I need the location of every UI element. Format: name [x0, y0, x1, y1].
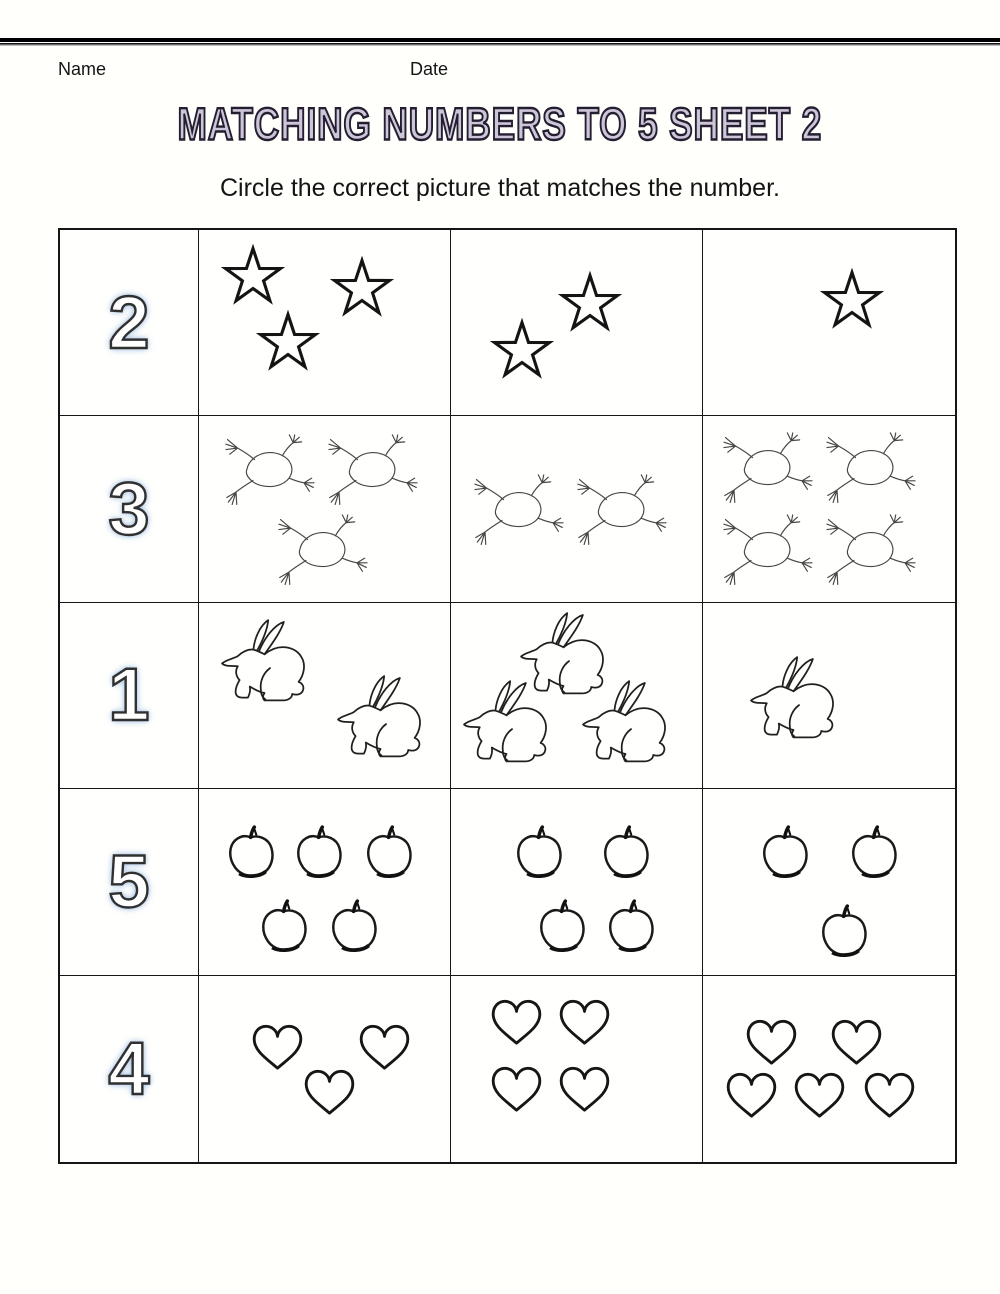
option-cell-row3-col3-1-rabbits[interactable]	[703, 603, 955, 789]
date-label: Date	[410, 59, 449, 79]
star-icon	[258, 311, 318, 371]
apple-icon	[758, 826, 813, 883]
title-wrap	[0, 98, 1000, 150]
option-cell-row4-col2-4-apples[interactable]	[451, 789, 703, 975]
option-cell-row3-col2-3-rabbits[interactable]	[451, 603, 703, 789]
option-cell-row4-col3-3-apples[interactable]	[703, 789, 955, 975]
option-cell-row2-col1-3-frogs[interactable]	[199, 416, 451, 602]
option-cell-row1-col2-2-stars[interactable]	[451, 230, 703, 416]
apple-icon	[292, 826, 347, 883]
option-cell-row5-col3-5-hearts[interactable]	[703, 976, 955, 1162]
number-cell-1	[60, 603, 199, 789]
number-label: 1	[108, 653, 150, 737]
rabbit-icon	[327, 671, 434, 768]
apple-icon	[512, 826, 567, 883]
number-label: 3	[108, 467, 150, 551]
frog-icon	[717, 431, 819, 509]
heart-icon	[830, 1017, 883, 1067]
apple-icon	[847, 826, 902, 883]
frog-icon	[272, 513, 374, 591]
frog-icon	[571, 473, 673, 551]
heart-icon	[303, 1067, 356, 1117]
number-cell-3	[60, 416, 199, 602]
apple-icon	[599, 826, 654, 883]
number-label: 5	[108, 839, 150, 923]
heart-icon	[358, 1022, 411, 1072]
option-cell-row1-col3-1-stars[interactable]	[703, 230, 955, 416]
rabbit-icon	[453, 676, 560, 773]
name-label: Name	[58, 59, 107, 79]
option-cell-row4-col1-5-apples[interactable]	[199, 789, 451, 975]
heart-icon	[745, 1017, 798, 1067]
number-cell-4	[60, 976, 199, 1162]
worksheet-title: MATCHING NUMBERS TO 5 SHEET 2	[177, 98, 823, 150]
apple-icon	[362, 826, 417, 883]
heart-icon	[558, 997, 611, 1047]
option-cell-row5-col1-3-hearts[interactable]	[199, 976, 451, 1162]
star-icon	[560, 272, 620, 332]
option-cell-row3-col1-2-rabbits[interactable]	[199, 603, 451, 789]
apple-icon	[224, 826, 279, 883]
apple-icon	[817, 905, 872, 962]
number-label: 2	[108, 280, 150, 364]
instruction-text: Circle the correct picture that matches the number.	[220, 174, 780, 202]
rabbit-icon	[211, 615, 318, 712]
heart-icon	[793, 1070, 846, 1120]
frog-icon	[322, 433, 424, 511]
apple-icon	[604, 900, 659, 957]
star-icon	[822, 269, 882, 329]
worksheet-table	[58, 228, 957, 1164]
frog-icon	[820, 513, 922, 591]
star-icon	[492, 319, 552, 379]
option-cell-row5-col2-4-hearts[interactable]	[451, 976, 703, 1162]
heart-icon	[490, 1064, 543, 1114]
top-divider-rule	[0, 38, 1000, 46]
star-icon	[223, 245, 283, 305]
heart-icon	[725, 1070, 778, 1120]
frog-icon	[820, 431, 922, 509]
option-cell-row1-col1-3-stars[interactable]	[199, 230, 451, 416]
frog-icon	[219, 433, 321, 511]
number-cell-2	[60, 230, 199, 416]
rabbit-icon	[572, 676, 679, 773]
frog-icon	[468, 473, 570, 551]
star-icon	[332, 257, 392, 317]
heart-icon	[863, 1070, 916, 1120]
rabbit-icon	[740, 652, 847, 749]
heart-icon	[558, 1064, 611, 1114]
number-cell-5	[60, 789, 199, 975]
apple-icon	[535, 900, 590, 957]
option-cell-row2-col3-4-frogs[interactable]	[703, 416, 955, 602]
apple-icon	[327, 900, 382, 957]
frog-icon	[717, 513, 819, 591]
heart-icon	[251, 1022, 304, 1072]
heart-icon	[490, 997, 543, 1047]
option-cell-row2-col2-2-frogs[interactable]	[451, 416, 703, 602]
apple-icon	[257, 900, 312, 957]
number-label: 4	[108, 1026, 150, 1110]
